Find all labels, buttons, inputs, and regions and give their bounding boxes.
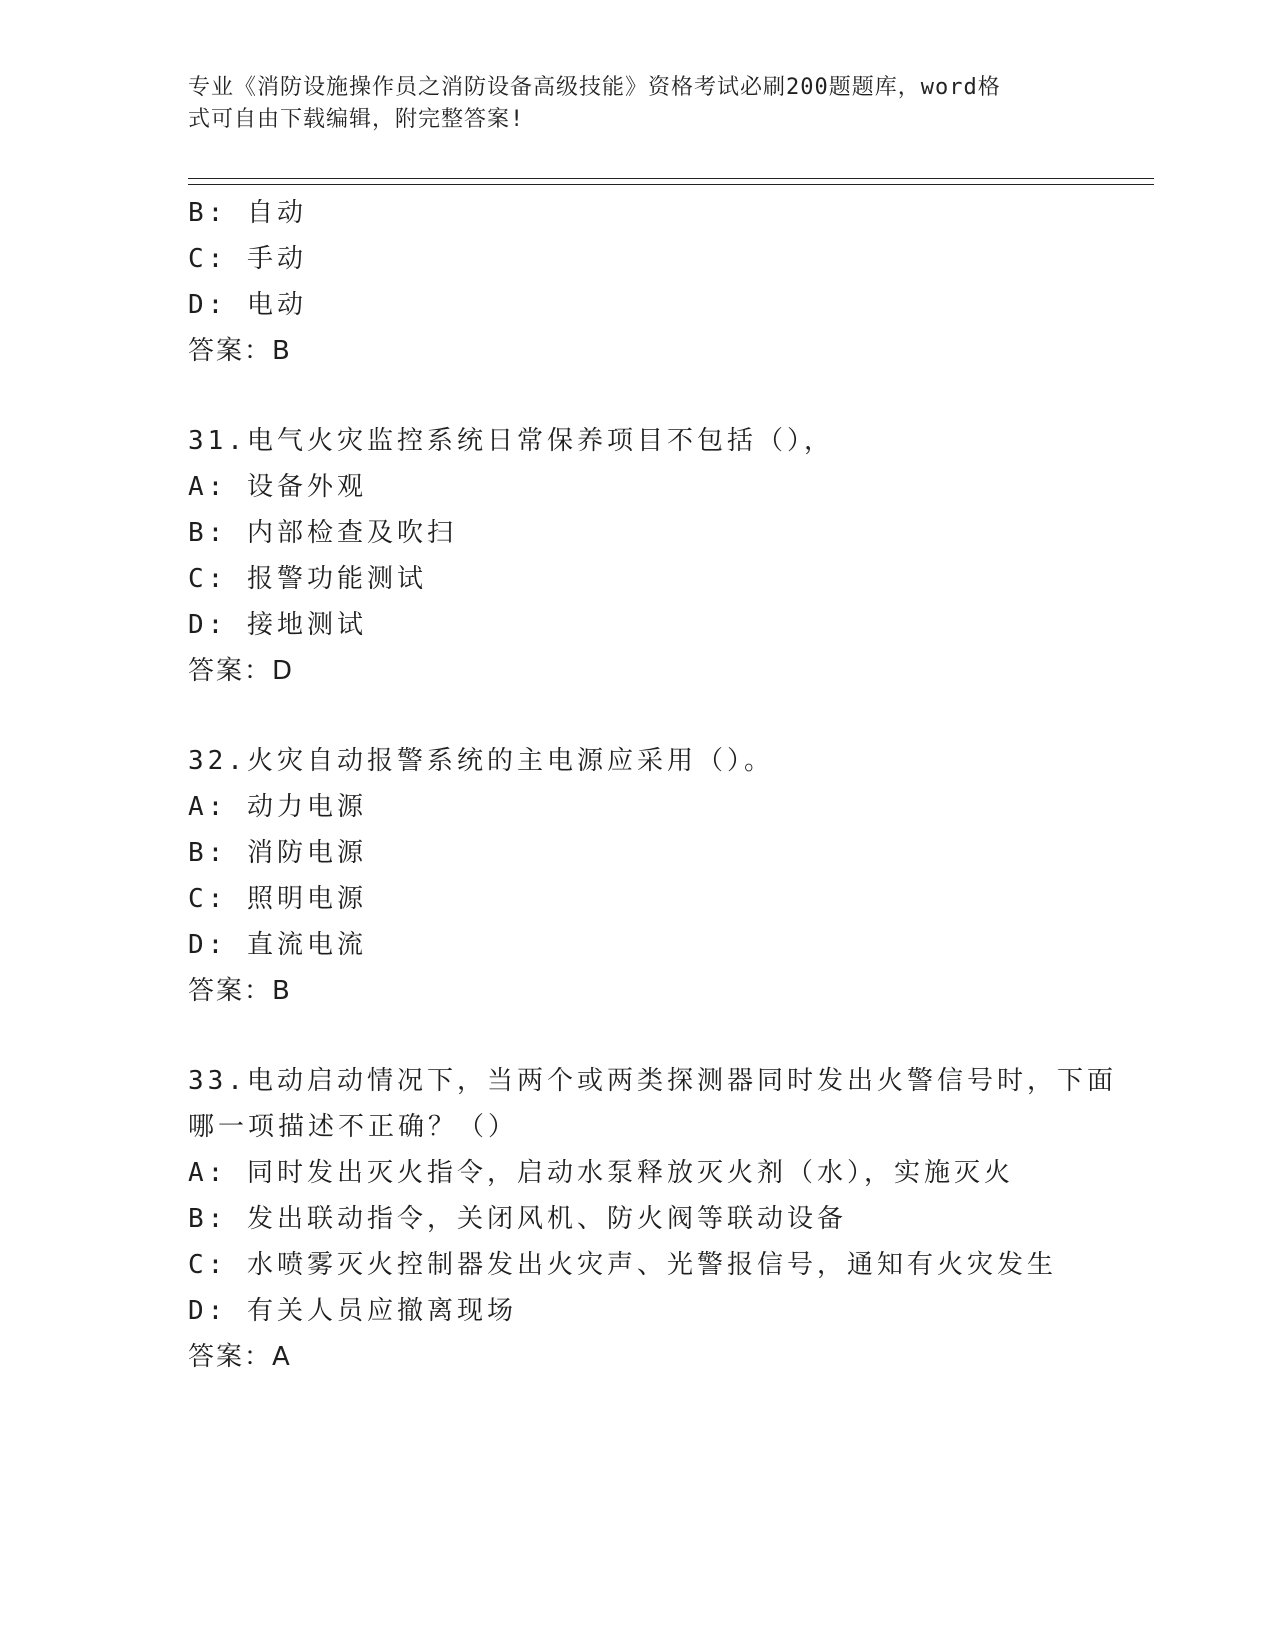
option-a: A: 设备外观 [188,472,367,502]
option-a: A: 同时发出灭火指令，启动水泵释放灭火剂（水），实施灭火 [188,1158,1014,1188]
header-line-2: 式可自由下载编辑，附完整答案! [188,107,525,132]
question-list [188,190,1148,1380]
option-b: B: 内部检查及吹扫 [188,518,457,548]
option-c: C: 水喷雾灭火控制器发出火灾声、光警报信号，通知有火灾发生 [188,1250,1057,1280]
answer-line: 答案：B [188,336,292,366]
answer-line: 答案：A [188,1342,292,1372]
option-c: C: 报警功能测试 [188,564,427,594]
option-a: A: 动力电源 [188,792,367,822]
option-b: B: 消防电源 [188,838,367,868]
question-32 [188,738,1148,1014]
option-b: B: 发出联动指令，关闭风机、防火阀等联动设备 [188,1204,847,1234]
question-33 [188,1058,1148,1380]
question-stem: 31.电气火灾监控系统日常保养项目不包括（）， [188,426,834,456]
question-stem-line-2: 哪一项描述不正确？（） [188,1112,519,1142]
option-d: D: 接地测试 [188,610,367,640]
option-d: D: 电动 [188,290,307,320]
document-header [188,72,1068,136]
header-divider [188,178,1154,185]
question-31 [188,418,1148,694]
option-c: C: 手动 [188,244,307,274]
question-30-continued [188,190,1148,374]
header-line-1: 专业《消防设施操作员之消防设备高级技能》资格考试必刷200题题库，word格 [188,75,1001,100]
option-c: C: 照明电源 [188,884,367,914]
option-b: B: 自动 [188,198,307,228]
option-d: D: 直流电流 [188,930,367,960]
option-d: D: 有关人员应撤离现场 [188,1296,517,1326]
answer-line: 答案：D [188,656,295,686]
question-stem-line-1: 33.电动启动情况下，当两个或两类探测器同时发出火警信号时，下面 [188,1066,1117,1096]
question-stem: 32.火灾自动报警系统的主电源应采用（）。 [188,746,774,776]
answer-line: 答案：B [188,976,292,1006]
